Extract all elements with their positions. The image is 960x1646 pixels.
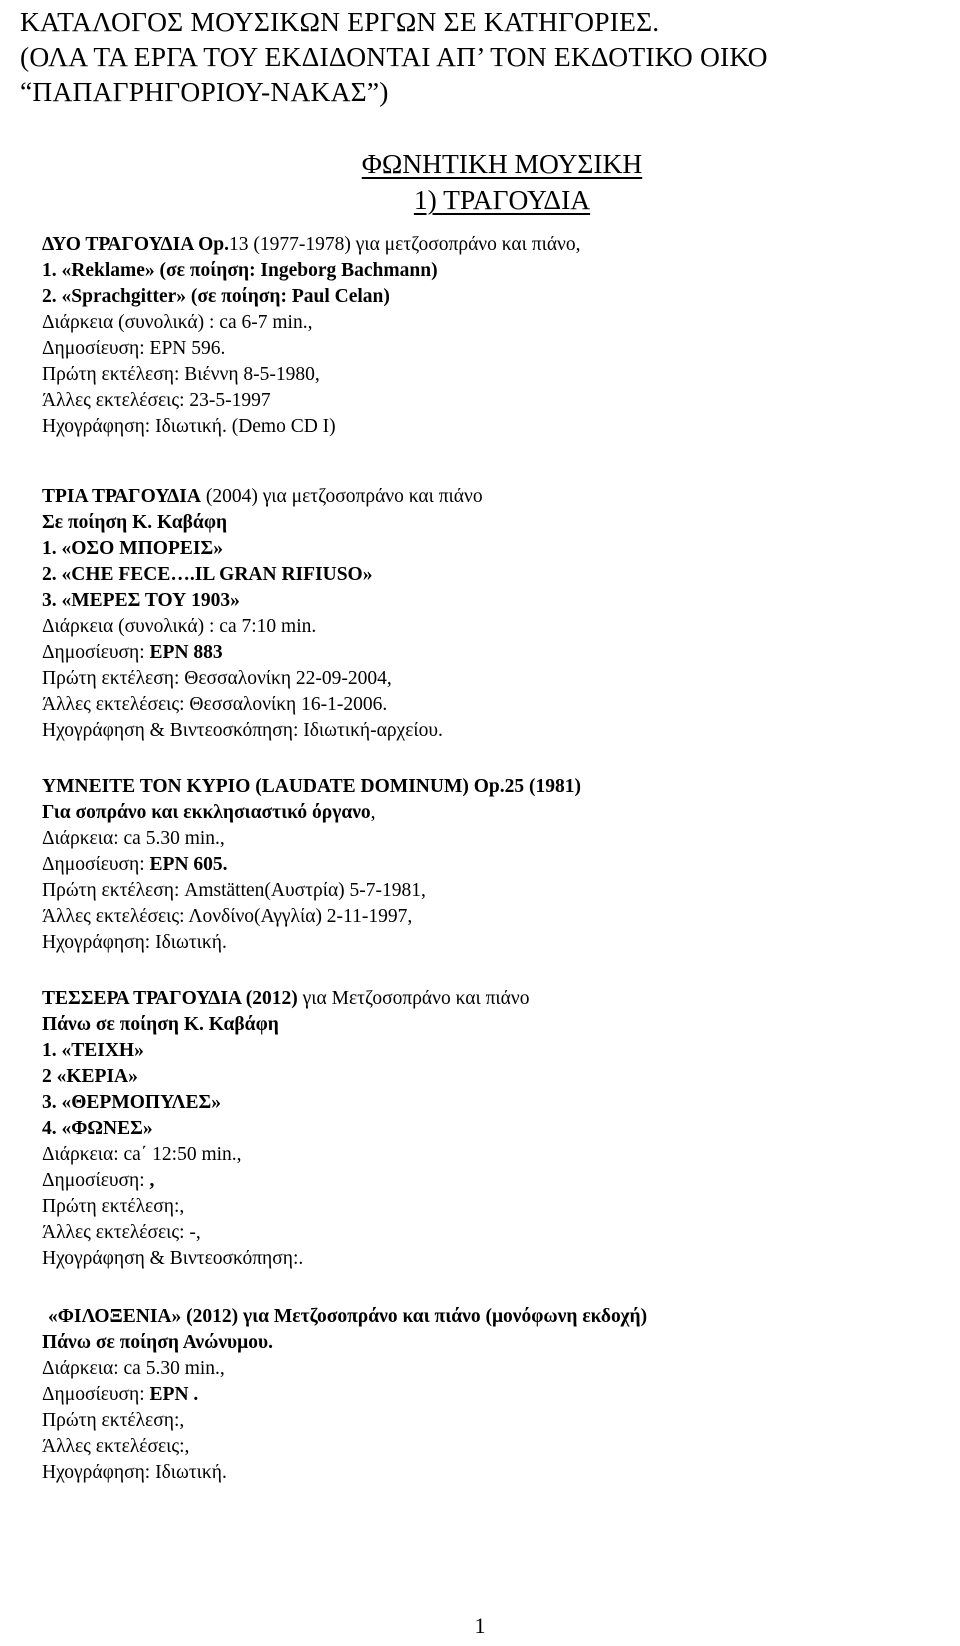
work-item: 1. «ΟΣΟ ΜΠΟΡΕΙΣ» <box>42 538 223 559</box>
work-other-performances: Άλλες εκτελέσεις: -, <box>42 1222 201 1243</box>
header-line-1: ΚΑΤΑΛΟΓΟΣ ΜΟΥΣΙΚΩΝ ΕΡΓΩΝ ΣΕ ΚΑΤΗΓΟΡΙΕΣ. <box>20 6 660 37</box>
work-item: 2 «ΚΕΡΙΑ» <box>42 1066 138 1087</box>
work-other-performances: Άλλες εκτελέσεις: Θεσσαλονίκη 16-1-2006. <box>42 694 388 715</box>
work-publication: Δημοσίευση: EPN 883 <box>42 642 223 663</box>
work-duration: Διάρκεια (συνολικά) : ca 7:10 min. <box>42 616 317 637</box>
work-title: ΤΡΙΑ ΤΡΑΓΟΥΔΙΑ (2004) για μετζοσοπράνο και πιάνο <box>42 486 483 507</box>
work-publication: Δημοσίευση: , <box>42 1170 155 1191</box>
work-entry <box>42 986 942 1272</box>
work-recording: Ηχογράφηση & Βιντεοσκόπηση:. <box>42 1248 304 1269</box>
work-premiere: Πρώτη εκτέλεση: Θεσσαλονίκη 22-09-2004, <box>42 668 392 689</box>
category-heading: ΦΩΝΗΤΙΚΗ ΜΟΥΣΙΚΗ <box>361 148 643 179</box>
work-title: ΔΥΟ ΤΡΑΓΟΥΔΙΑ Op.13 (1977-1978) για μετζοσοπράνο και πιάνο, <box>42 234 581 255</box>
page-number: 1 <box>474 1613 486 1638</box>
work-item: 2. «Sprachgitter» (σε ποίηση: Paul Celan) <box>42 286 390 307</box>
work-title: ΤΕΣΣΕΡΑ ΤΡΑΓΟΥΔΙΑ (2012) για Μετζοσοπράνο και πιάνο <box>42 988 530 1009</box>
work-premiere: Πρώτη εκτέλεση:, <box>42 1196 185 1217</box>
work-item: 4. «ΦΩΝΕΣ» <box>42 1118 153 1139</box>
work-recording: Ηχογράφηση: Ιδιωτική. <box>42 1462 227 1483</box>
work-premiere: Πρώτη εκτέλεση:, <box>42 1410 185 1431</box>
work-duration: Διάρκεια (συνολικά) : ca 6-7 min., <box>42 312 313 333</box>
work-title: «ΦΙΛΟΞΕΝΙΑ» (2012) για Μετζοσοπράνο και πιάνο (μονόφωνη εκδοχή) <box>48 1306 648 1327</box>
work-subtitle: Πάνω σε ποίηση Ανώνυμου. <box>42 1332 273 1353</box>
work-duration: Διάρκεια: ca 5.30 min., <box>42 1358 225 1379</box>
work-subtitle: Πάνω σε ποίηση Κ. Καβάφη <box>42 1014 279 1035</box>
work-entry <box>42 484 942 744</box>
subcategory-heading: 1) ΤΡΑΓΟΥΔΙΑ <box>413 184 591 215</box>
work-other-performances: Άλλες εκτελέσεις: Λονδίνο(Αγγλία) 2-11-1997, <box>42 906 413 927</box>
work-entry-details <box>42 1330 942 1486</box>
document-header <box>20 4 940 109</box>
work-subtitle: Σε ποίηση Κ. Καβάφη <box>42 512 228 533</box>
work-other-performances: Άλλες εκτελέσεις: 23-5-1997 <box>42 390 271 411</box>
work-recording: Ηχογράφηση & Βιντεοσκόπηση: Ιδιωτική-αρχείου. <box>42 720 443 741</box>
work-item: 3. «ΘΕΡΜΟΠΥΛΕΣ» <box>42 1092 222 1113</box>
header-line-3: “ΠΑΠΑΓΡΗΓΟΡΙΟΥ-ΝΑΚΑΣ”) <box>20 76 389 107</box>
header-line-2: (ΟΛΑ ΤΑ ΕΡΓΑ ΤΟΥ ΕΚΔΙΔΟΝΤΑΙ ΑΠ’ ΤΟΝ ΕΚΔΟΤΙΚΟ ΟΙΚΟ <box>20 41 768 72</box>
work-title: ΥΜΝΕΙΤΕ ΤΟΝ ΚΥΡΙΟ (LAUDATE DOMINUM) Op.25 (1981) <box>42 776 581 797</box>
work-item: 1. «Reklame» (σε ποίηση: Ingeborg Bachmann) <box>42 260 438 281</box>
work-entry <box>42 774 942 956</box>
work-entry <box>48 1304 948 1330</box>
work-subtitle: Για σοπράνο και εκκλησιαστικό όργανο, <box>42 802 376 823</box>
work-publication: Δημοσίευση: EPN 596. <box>42 338 226 359</box>
work-other-performances: Άλλες εκτελέσεις:, <box>42 1436 190 1457</box>
work-publication: Δημοσίευση: EPN 605. <box>42 854 228 875</box>
work-premiere: Πρώτη εκτέλεση: Βιέννη 8-5-1980, <box>42 364 320 385</box>
work-item: 3. «ΜΕΡΕΣ ΤΟΥ 1903» <box>42 590 240 611</box>
work-entry <box>42 232 942 440</box>
work-recording: Ηχογράφηση: Ιδιωτική. (Demo CD I) <box>42 416 336 437</box>
work-recording: Ηχογράφηση: Ιδιωτική. <box>42 932 227 953</box>
work-item: 1. «ΤΕΙΧΗ» <box>42 1040 144 1061</box>
work-duration: Διάρκεια: ca 5.30 min., <box>42 828 225 849</box>
work-premiere: Πρώτη εκτέλεση: Amstätten(Αυστρία) 5-7-1981, <box>42 880 426 901</box>
work-item: 2. «CHE FECE….IL GRAN RIFIUSO» <box>42 564 373 585</box>
work-duration: Διάρκεια: ca΄ 12:50 min., <box>42 1144 242 1165</box>
work-publication: Δημοσίευση: EPN . <box>42 1384 199 1405</box>
